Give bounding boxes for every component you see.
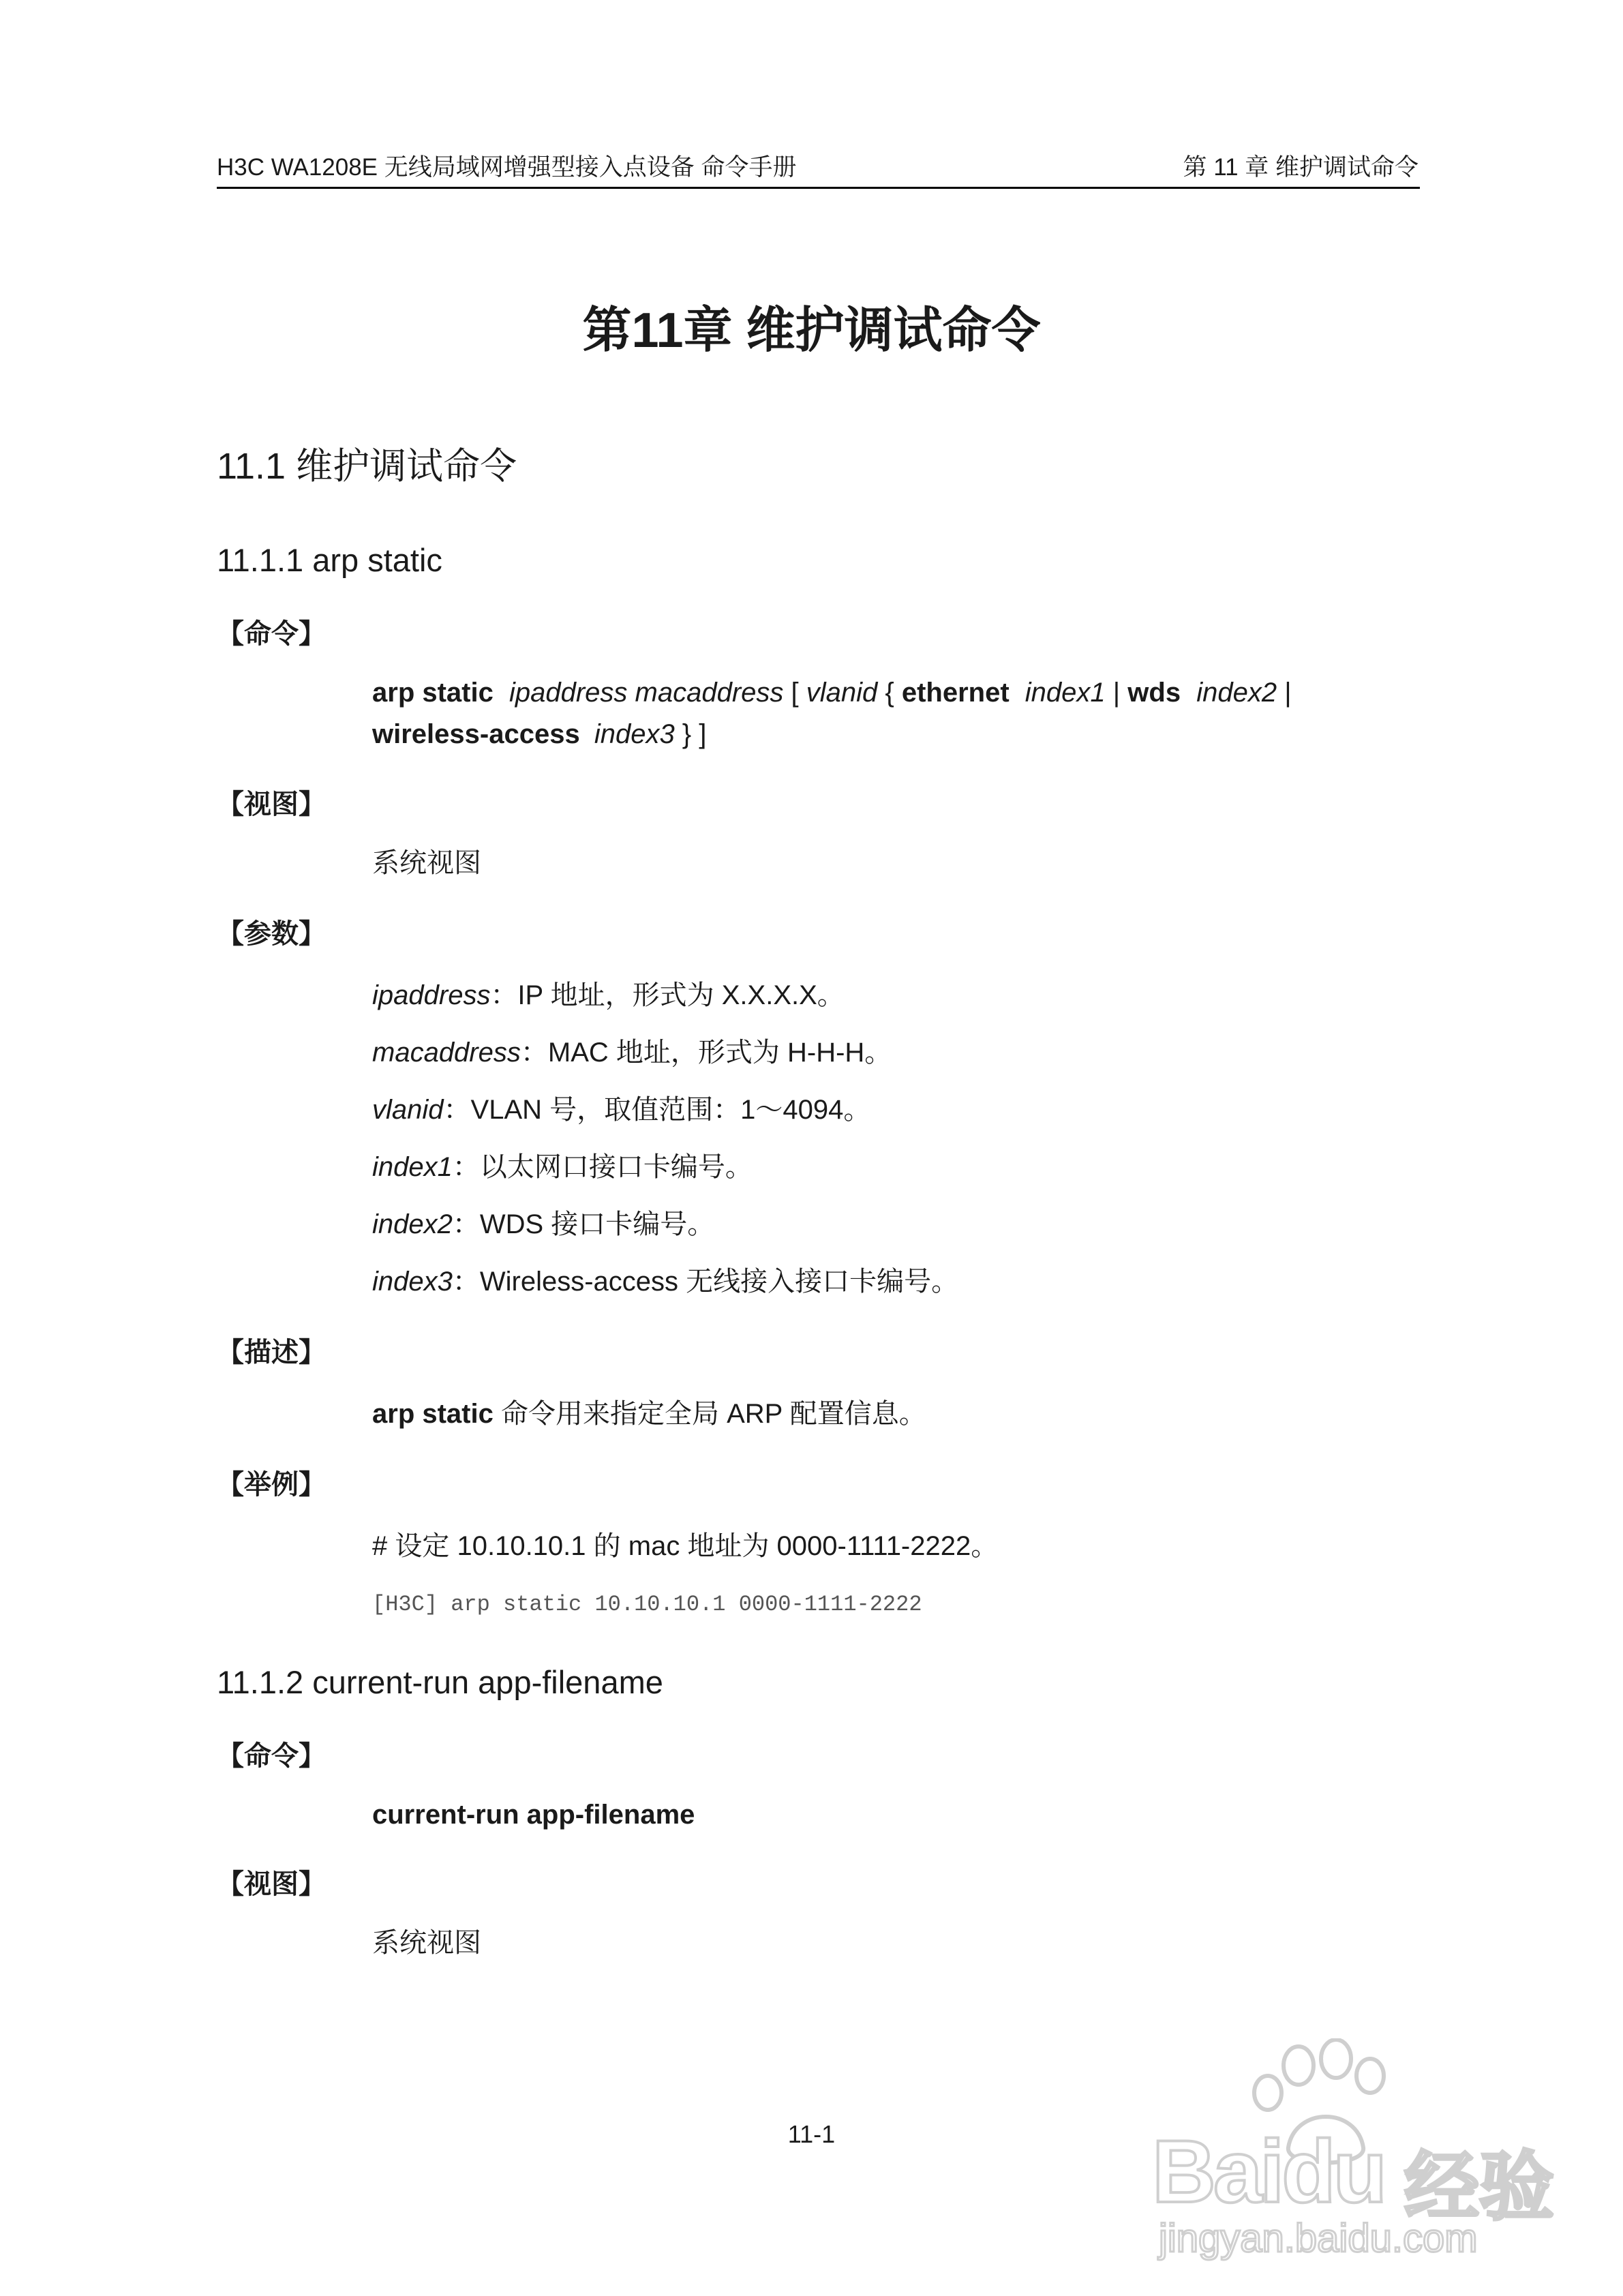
param-name: index1 [372,1152,453,1182]
syntax-punct: | [1277,678,1292,708]
syntax-line-2 [372,718,706,751]
syntax-keyword: ethernet [901,678,1010,708]
header-chapter: 第 11 章 维护调试命令 [1183,154,1419,181]
param-item [372,979,845,1012]
header-rule [217,187,1420,189]
param-item [372,1208,714,1241]
param-desc: ：WDS 接口卡编号。 [452,1209,715,1239]
param-desc: ：IP 地址，形式为 X.X.X.X。 [490,980,845,1010]
syntax-argument: index3 [594,719,675,749]
page-number: 11-1 [787,2120,836,2148]
syntax-argument: vlanid [806,678,878,708]
watermark-brand-text: Bai [1152,2121,1282,2221]
syntax-keyword: current-run app-filename [372,1800,695,1830]
description-keyword: arp static [372,1399,494,1429]
syntax-argument: index2 [1196,678,1277,708]
param-name: index3 [372,1267,453,1297]
watermark-brand [1152,2120,1384,2222]
param-item [372,1151,753,1183]
syntax-line-1 [372,676,1292,709]
baidu-jingyan-watermark [1132,2038,1554,2263]
param-desc: ：MAC 地址，形式为 H-H-H。 [520,1038,892,1068]
param-name: index2 [372,1209,453,1239]
param-name: macaddress [372,1038,521,1068]
section-title: 11.1 维护调试命令 [217,446,517,487]
tag-command: 【命令】 [217,1741,326,1771]
param-desc: ：以太网口接口卡编号。 [452,1152,753,1182]
param-item [372,1093,870,1126]
syntax-punct: [ [783,678,806,708]
tag-command: 【命令】 [217,619,326,649]
param-desc: ：VLAN 号，取值范围：1～4094。 [443,1095,871,1125]
tag-description: 【描述】 [217,1338,326,1368]
chapter-title: 第11章 维护调试命令 [582,303,1041,358]
syntax-punct: { [877,678,902,708]
watermark-brand-text-2: du [1281,2121,1385,2221]
syntax-argument: ipaddress macaddress [509,678,784,708]
watermark-cn: 经验 [1404,2145,1554,2229]
syntax-keyword: wireless-access [372,719,580,749]
syntax-argument: index1 [1025,678,1106,708]
syntax-punct: | [1105,678,1128,708]
syntax-punct: } ] [674,719,707,749]
param-name: vlanid [372,1095,444,1125]
param-item [372,1036,892,1069]
description-text [372,1398,926,1430]
command-title-arp-static: 11.1.1 arp static [217,542,442,578]
syntax-keyword: arp static [372,678,494,708]
tag-example: 【举例】 [217,1470,326,1500]
watermark-url: jingyan.baidu.com [1159,2216,1478,2261]
command-title-current-run: 11.1.2 current-run app-filename [217,1664,663,1700]
tag-view: 【视图】 [217,789,326,819]
description-body: 命令用来指定全局 ARP 配置信息。 [493,1399,926,1429]
syntax-keyword: wds [1127,678,1181,708]
view-text: 系统视图 [372,848,481,878]
header-title: H3C WA1208E 无线局域网增强型接入点设备 命令手册 [217,154,797,181]
param-name: ipaddress [372,980,491,1010]
example-comment: # 设定 10.10.10.1 的 mac 地址为 0000-1111-2222。 [372,1531,999,1561]
view-text: 系统视图 [372,1928,481,1958]
param-item [372,1265,958,1298]
tag-view: 【视图】 [217,1869,326,1899]
example-code: [H3C] arp static 10.10.10.1 0000-1111-2222 [372,1592,922,1617]
tag-params: 【参数】 [217,919,326,949]
param-desc: ：Wireless-access 无线接入接口卡编号。 [452,1267,959,1297]
